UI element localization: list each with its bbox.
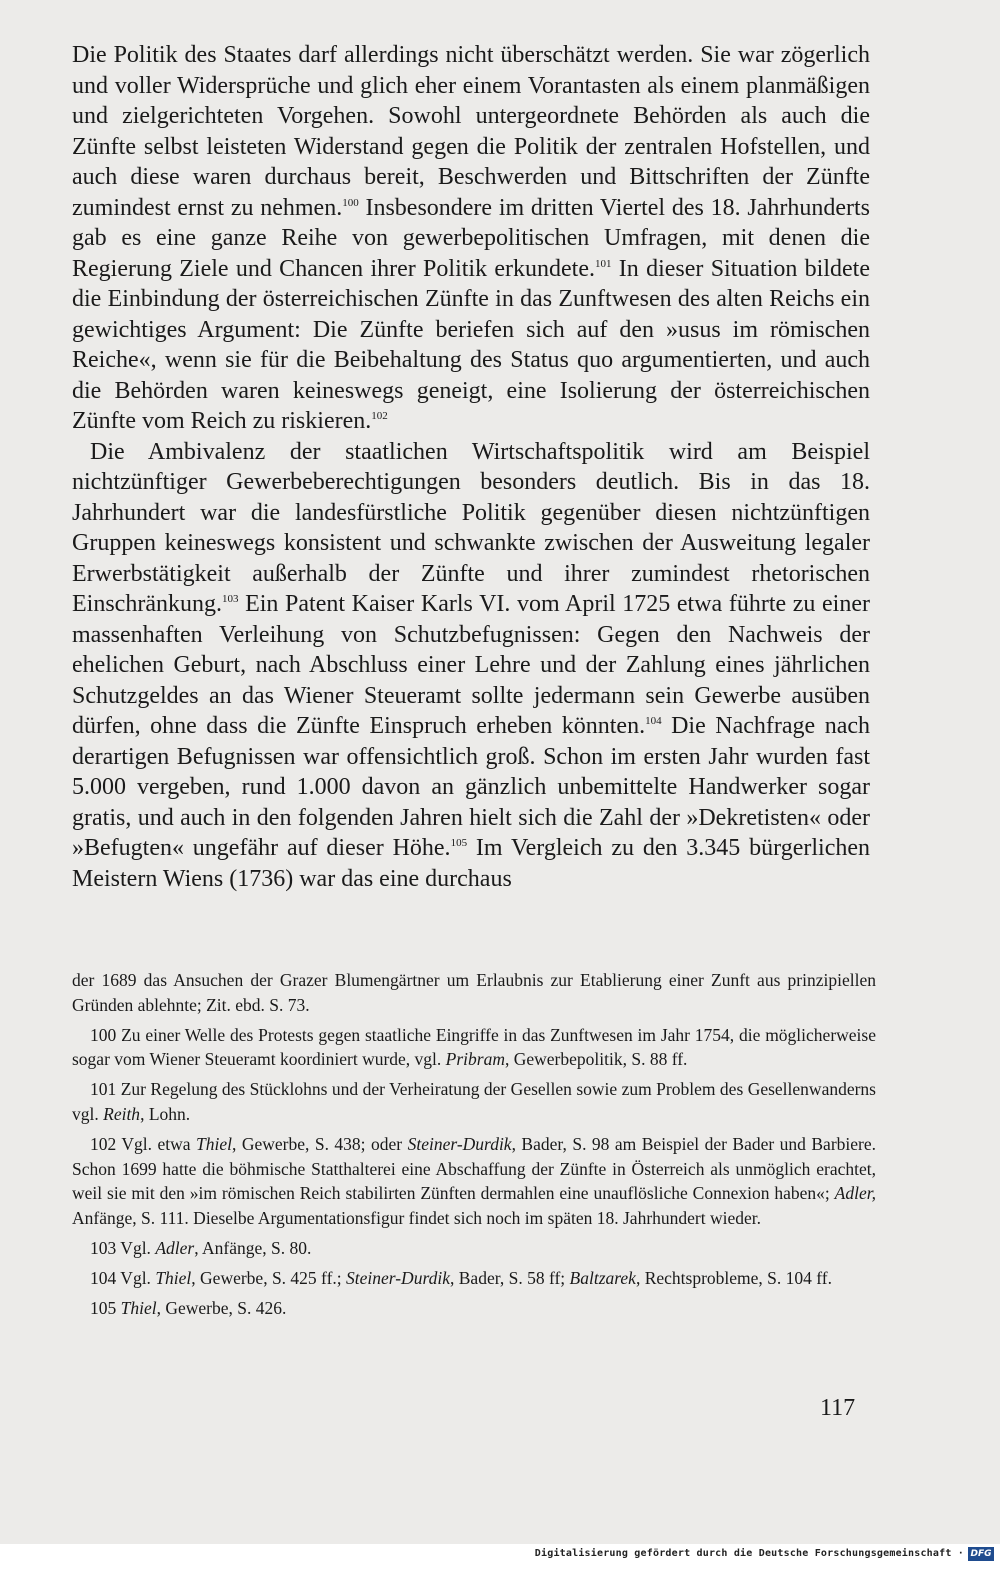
paragraph-1-text: Die Politik des Staates darf allerdings nicht überschätzt werden. Sie war zögerlich und voller Widersprüche und glich eher einem Vorantasten als einem planmäßigen und zielgerichteten Vorgehen. Sowohl untergeordnete Behörden als auch die Zünfte selbst leisteten Widerstand gegen die Politik der zentralen Hofstellen, und auch diese waren durchaus bereit, Beschwerden und Bittschriften der Zünfte zumindest ernst zu nehmen. (72, 42, 870, 221)
footnote-104 (72, 1266, 876, 1291)
footnote-text: , Anfänge, S. 80. (194, 1237, 312, 1258)
footnote-100 (72, 1023, 876, 1073)
digitization-footer (0, 1544, 1000, 1569)
cited-author: Adler, (834, 1183, 876, 1204)
paragraph-2 (72, 437, 870, 895)
cited-author: Steiner-Durdik (346, 1267, 450, 1288)
footnote-text: , Rechtsprobleme, S. 104 ff. (635, 1267, 832, 1288)
cited-author: Reith (103, 1103, 141, 1124)
footnote-ref-101[interactable]: 101 (595, 257, 612, 270)
paragraph-2-text: Im Vergleich zu den 3.345 bürgerlichen Meistern Wiens (1736) war das eine durchaus (72, 835, 870, 892)
footnote-text: , Lohn. (140, 1103, 191, 1124)
footnote-text: , Gewerbe, S. 438; oder (232, 1133, 408, 1154)
paragraph-2-text: Die Nachfrage nach derartigen Befugnissen war offensichtlich groß. Schon im ersten Jahr wurden fast 5.000 vergeben, rund 1.000 davon an gänzlich unbemittelte Handwerker sogar gratis, und auch in den folgenden Jahren hielt sich die Zahl der »Dekretisten« oder »Befugten« ungefähr auf dieser Höhe. (72, 713, 870, 861)
cited-author: Thiel (155, 1267, 192, 1288)
footnote-text: Zu einer Welle des Protests gegen staatliche Eingriffe in das Zunftwesen im Jahr 1754, die möglicherweise sogar vom Wiener Steueramt koordiniert wurde, vgl. (72, 1024, 876, 1070)
footnote-102 (72, 1132, 876, 1231)
footnote-number: 104 (90, 1267, 117, 1288)
cited-author: Pribram (445, 1049, 505, 1070)
footnote-number: 101 (90, 1079, 117, 1100)
footnote-number: 102 (90, 1133, 117, 1154)
cited-author: Adler (155, 1237, 195, 1258)
cited-author: Steiner-Durdik (407, 1133, 512, 1154)
footnote-text: Vgl. etwa (116, 1133, 197, 1154)
footnote-text: , Gewerbepolitik, S. 88 ff. (504, 1049, 688, 1070)
cited-author: Thiel (120, 1297, 157, 1318)
footnote-text: , Gewerbe, S. 425 ff.; (191, 1267, 347, 1288)
footnote-number: 105 (90, 1297, 117, 1318)
dfg-logo-icon: DFG (968, 1547, 994, 1561)
footnote-105 (72, 1296, 876, 1321)
main-text (72, 40, 870, 894)
paragraph-2-text: Die Ambivalenz der staatlichen Wirtschaftspolitik wird am Beispiel nichtzünftiger Gewerbeberechtigungen besonders deutlich. Bis in das 18. Jahrhundert war die landesfürstliche Politik gegenüber diesen nichtzünftigen Gruppen keineswegs konsistent und schwankte zwischen der Ausweitung legaler Erwerbstätigkeit außerhalb der Zünfte und ihrer zumindest rhetorischen Einschränkung. (72, 438, 870, 617)
footnote-text: Vgl. (116, 1267, 156, 1288)
footnotes (72, 968, 876, 1325)
footnote-ref-102[interactable]: 102 (371, 410, 388, 422)
footnote-ref-103[interactable]: 103 (221, 593, 239, 605)
footnote-text: Vgl. (116, 1237, 156, 1258)
footnote-ref-100[interactable]: 100 (342, 196, 359, 209)
cited-author: Baltzarek (569, 1267, 636, 1288)
footnote-number: 100 (90, 1024, 117, 1045)
page-number: 117 (820, 1395, 856, 1421)
funding-credit: Digitalisierung gefördert durch die Deutsche Forschungsgemeinschaft · (534, 1548, 964, 1559)
footnote-text: , Bader, S. 98 am Beispiel der Bader und Barbiere. Schon 1699 hatte die böhmische Statthalterei eine Abschaffung der Zünfte in Österreich als unmöglich erachtet, weil sie mit den »im römischen Reich stabilirten Zünften dermahlen eine unauflösliche Connexion haben«; (72, 1133, 877, 1204)
footnote-text: , Bader, S. 58 ff; (450, 1267, 570, 1288)
footnote-text: , Gewerbe, S. 426. (156, 1297, 287, 1318)
footnote-text: Zur Regelung des Stücklohns und der Verheiratung der Gesellen sowie zum Problem des Gesellenwanderns vgl. (72, 1079, 876, 1124)
footnote-ref-105[interactable]: 105 (450, 837, 468, 849)
paragraph-2-text: Ein Patent Kaiser Karls VI. vom April 1725 etwa führte zu einer massenhaften Verleihung von Schutzbefugnissen: Gegen den Nachweis der ehelichen Geburt, nach Abschluss einer Lehre und der Zahlung eines jährlichen Schutzgeldes an das Wiener Steueramt sollte jedermann sein Gewerbe ausüben dürfen, ohne dass die Zünfte Einspruch erheben könnten. (72, 591, 870, 739)
footnote-ref-104[interactable]: 104 (645, 715, 662, 727)
footnote-text: Anfänge, S. 111. Dieselbe Argumentationsfigur findet sich noch im späten 18. Jahrhundert wieder. (72, 1208, 761, 1229)
paragraph-1-text: Insbesondere im dritten Viertel des 18. Jahrhunderts gab es eine ganze Reihe von gewerbepolitischen Umfragen, mit denen die Regierung Ziele und Chancen ihrer Politik erkundete. (72, 194, 870, 282)
paragraph-1 (72, 40, 870, 437)
footnote-103 (72, 1236, 876, 1261)
footnote-number: 103 (90, 1237, 117, 1258)
paragraph-1-text: In dieser Situation bildete die Einbindung der österreichischen Zünfte in das Zunftwesen des alten Reichs ein gewichtiges Argument: Die Zünfte beriefen sich auf den »usus im römischen Reiche«, wenn sie für die Beibehaltung des Status quo argumentierten, und auch die Behörden waren keineswegs geneigt, eine Isolierung der österreichischen Zünfte vom Reich zu riskieren. (72, 255, 870, 434)
footnote-101 (72, 1077, 876, 1127)
cited-author: Thiel (196, 1133, 232, 1154)
footnote-continuation: der 1689 das Ansuchen der Grazer Blumengärtner um Erlaubnis zur Etablierung einer Zunft aus prinzipiellen Gründen ablehnte; Zit. ebd. S. 73. (72, 970, 876, 1015)
